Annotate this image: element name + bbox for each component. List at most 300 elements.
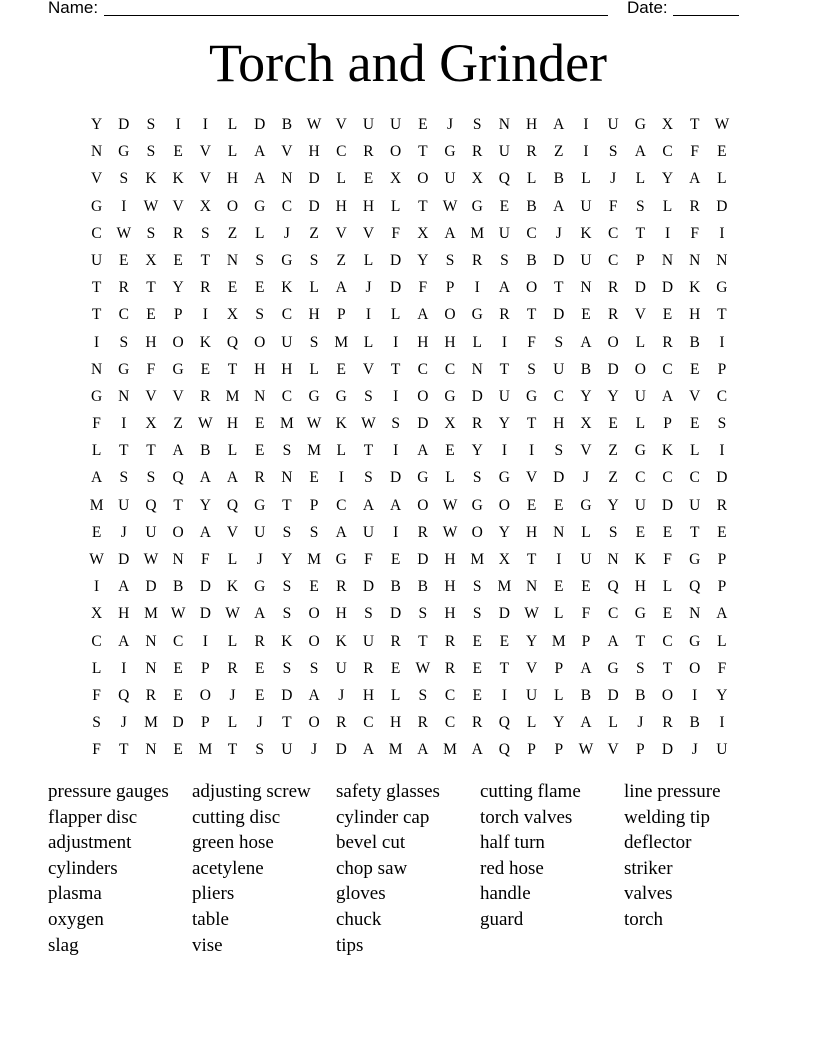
- word-bank-item: table: [192, 908, 229, 930]
- grid-row: [83, 165, 736, 192]
- grid-letter: S: [309, 523, 319, 541]
- grid-letter: H: [444, 333, 456, 351]
- grid-letter: G: [607, 659, 619, 677]
- grid-letter: Y: [199, 496, 211, 514]
- grid-letter: H: [118, 605, 130, 623]
- grid-letter: L: [390, 686, 401, 704]
- word-bank-item: welding tip: [624, 806, 711, 828]
- grid-letter: I: [529, 442, 535, 460]
- grid-letter: C: [662, 143, 673, 161]
- grid-letter: S: [418, 686, 428, 704]
- grid-row: [83, 519, 736, 546]
- grid-letter: C: [553, 387, 564, 405]
- grid-letter: E: [499, 197, 510, 215]
- grid-letter: J: [691, 741, 698, 759]
- grid-letter: E: [472, 686, 482, 704]
- grid-letter: T: [119, 442, 129, 460]
- grid-letter: X: [90, 605, 103, 623]
- grid-letter: K: [689, 279, 701, 297]
- word-bank-item: acetylene: [192, 857, 264, 879]
- grid-letter: O: [308, 632, 320, 650]
- grid-letter: O: [607, 333, 619, 351]
- grid-letter: S: [717, 415, 727, 433]
- grid-letter: U: [716, 741, 728, 759]
- grid-letter: Y: [417, 251, 429, 269]
- grid-letter: A: [362, 741, 375, 759]
- grid-letter: D: [118, 116, 130, 133]
- grid-letter: U: [390, 116, 402, 133]
- grid-letter: P: [201, 714, 210, 732]
- grid-letter: M: [144, 714, 158, 732]
- grid-letter: S: [309, 251, 319, 269]
- grid-letter: N: [661, 251, 674, 269]
- grid-letter: M: [497, 578, 512, 596]
- grid-letter: S: [92, 714, 101, 732]
- grid-letter: J: [447, 116, 454, 133]
- grid-letter: Y: [607, 496, 619, 514]
- grid-letter: B: [526, 251, 537, 269]
- grid-letter: K: [281, 279, 293, 297]
- grid-letter: V: [607, 741, 619, 759]
- grid-letter: U: [525, 686, 538, 704]
- grid-letter: R: [417, 523, 429, 541]
- grid-row: [83, 600, 736, 627]
- grid-row: [83, 193, 736, 220]
- grid-letter: S: [282, 523, 292, 541]
- grid-letter: O: [226, 197, 239, 215]
- grid-letter: I: [719, 714, 725, 732]
- grid-letter: N: [90, 360, 103, 378]
- grid-letter: Y: [580, 387, 592, 405]
- grid-letter: W: [143, 197, 159, 215]
- grid-letter: B: [200, 442, 211, 460]
- grid-letter: C: [607, 251, 619, 269]
- grid-letter: W: [415, 659, 431, 677]
- word-bank-item: handle: [480, 883, 531, 905]
- grid-letter: L: [635, 415, 646, 433]
- grid-letter: L: [554, 605, 564, 623]
- grid-letter: F: [581, 605, 591, 623]
- grid-letter: L: [717, 170, 727, 188]
- grid-letter: T: [662, 659, 673, 677]
- grid-letter: A: [634, 143, 646, 161]
- grid-letter: L: [608, 714, 618, 732]
- grid-letter: D: [553, 469, 565, 487]
- grid-letter: P: [636, 251, 645, 269]
- grid-letter: C: [662, 360, 673, 378]
- grid-row: [83, 220, 736, 247]
- grid-letter: J: [283, 224, 290, 242]
- grid-row: [83, 437, 736, 464]
- grid-row: [83, 573, 736, 600]
- grid-letter: O: [417, 170, 429, 188]
- grid-letter: V: [362, 224, 375, 242]
- grid-letter: D: [716, 469, 728, 487]
- grid-letter: K: [281, 632, 293, 650]
- grid-letter: X: [471, 170, 483, 188]
- grid-letter: C: [444, 360, 456, 378]
- grid-letter: Y: [716, 686, 728, 704]
- grid-letter: S: [282, 605, 292, 623]
- grid-letter: R: [118, 279, 129, 297]
- grid-letter: E: [173, 741, 183, 759]
- grid-letter: Q: [145, 496, 157, 514]
- grid-letter: K: [580, 224, 592, 242]
- grid-letter: E: [254, 659, 265, 677]
- grid-letter: X: [145, 415, 157, 433]
- grid-letter: K: [634, 551, 646, 568]
- grid-row: [83, 709, 736, 736]
- grid-letter: H: [254, 360, 266, 378]
- grid-letter: G: [335, 387, 347, 405]
- name-label: Name:: [48, 0, 99, 17]
- grid-letter: L: [336, 170, 347, 188]
- grid-row: [83, 410, 736, 437]
- grid-letter: M: [89, 496, 104, 514]
- grid-letter: T: [227, 360, 238, 378]
- grid-letter: G: [90, 197, 103, 215]
- grid-letter: L: [635, 170, 646, 188]
- grid-letter: U: [254, 523, 266, 541]
- grid-letter: U: [362, 523, 375, 541]
- grid-letter: Y: [498, 523, 510, 541]
- grid-letter: F: [92, 686, 101, 704]
- grid-letter: T: [282, 714, 292, 732]
- grid-letter: O: [661, 686, 674, 704]
- grid-letter: I: [121, 659, 127, 677]
- grid-letter: J: [229, 686, 236, 704]
- grid-letter: D: [308, 197, 320, 215]
- grid-letter: X: [226, 306, 239, 324]
- grid-letter: A: [553, 197, 565, 215]
- grid-letter: I: [94, 333, 100, 351]
- grid-letter: A: [118, 578, 130, 596]
- grid-letter: E: [227, 279, 238, 297]
- grid-letter: K: [335, 415, 347, 433]
- grid-letter: H: [226, 415, 239, 433]
- grid-letter: E: [581, 578, 591, 596]
- grid-letter: E: [309, 469, 319, 487]
- grid-letter: D: [634, 279, 646, 297]
- grid-letter: S: [255, 306, 265, 324]
- grid-letter: G: [254, 197, 266, 215]
- grid-letter: A: [444, 224, 456, 242]
- grid-letter: U: [335, 659, 347, 677]
- grid-letter: N: [607, 551, 619, 568]
- grid-letter: I: [692, 686, 698, 704]
- word-bank-column: [192, 779, 311, 958]
- grid-letter: U: [362, 116, 375, 133]
- word-bank-column: [624, 779, 721, 933]
- grid-letter: E: [390, 659, 401, 677]
- grid-letter: I: [664, 224, 671, 242]
- grid-letter: U: [634, 387, 646, 405]
- grid-letter: M: [280, 415, 294, 433]
- grid-letter: H: [281, 360, 293, 378]
- grid-letter: S: [472, 469, 482, 487]
- grid-letter: K: [199, 333, 211, 351]
- grid-letter: P: [636, 741, 645, 759]
- grid-letter: T: [418, 197, 428, 215]
- grid-letter: R: [444, 659, 456, 677]
- grid-letter: S: [119, 469, 129, 487]
- word-bank-item: cutting flame: [480, 781, 581, 802]
- grid-letter: C: [607, 224, 619, 242]
- word-bank-item: half turn: [480, 832, 545, 854]
- grid-letter: R: [336, 578, 347, 596]
- grid-letter: I: [121, 415, 127, 433]
- grid-letter: G: [90, 387, 103, 405]
- grid-letter: R: [254, 469, 265, 487]
- grid-letter: A: [580, 333, 592, 351]
- grid-letter: Z: [173, 415, 183, 433]
- grid-letter: I: [474, 279, 480, 297]
- grid-letter: T: [526, 306, 537, 324]
- grid-letter: L: [390, 197, 401, 215]
- grid-row: [83, 138, 736, 165]
- grid-letter: H: [308, 306, 320, 324]
- grid-letter: Y: [172, 279, 184, 297]
- grid-letter: S: [119, 170, 129, 188]
- grid-letter: S: [201, 224, 210, 242]
- grid-letter: Y: [281, 551, 293, 568]
- grid-row: [83, 301, 736, 328]
- grid-letter: T: [526, 551, 537, 568]
- grid-letter: L: [581, 170, 591, 188]
- grid-letter: U: [607, 116, 619, 133]
- grid-letter: K: [226, 578, 239, 596]
- grid-letter: J: [256, 714, 263, 732]
- word-bank-item: line pressure: [624, 781, 721, 802]
- grid-letter: N: [118, 387, 130, 405]
- grid-letter: A: [362, 496, 375, 514]
- grid-letter: A: [471, 741, 483, 759]
- grid-letter: R: [607, 306, 619, 324]
- grid-letter: H: [444, 578, 456, 596]
- grid-letter: R: [499, 306, 510, 324]
- grid-letter: Z: [336, 251, 347, 269]
- grid-letter: A: [254, 143, 266, 161]
- grid-letter: H: [335, 197, 347, 215]
- grid-letter: R: [526, 143, 537, 161]
- grid-letter: I: [393, 523, 399, 541]
- grid-letter: C: [444, 714, 456, 732]
- grid-letter: R: [472, 415, 483, 433]
- grid-letter: S: [364, 469, 373, 487]
- grid-letter: O: [634, 360, 646, 378]
- grid-letter: H: [525, 116, 538, 133]
- grid-letter: U: [498, 224, 510, 242]
- grid-letter: A: [661, 387, 674, 405]
- grid-letter: Q: [498, 170, 510, 188]
- grid-letter: F: [92, 415, 101, 433]
- grid-letter: V: [525, 469, 538, 487]
- grid-letter: R: [662, 714, 673, 732]
- grid-letter: G: [580, 496, 592, 514]
- grid-letter: P: [336, 306, 346, 324]
- grid-letter: Z: [608, 469, 618, 487]
- grid-letter: N: [281, 469, 293, 487]
- grid-letter: A: [254, 170, 266, 188]
- grid-letter: U: [498, 143, 510, 161]
- grid-letter: I: [719, 333, 725, 351]
- grid-letter: C: [91, 224, 102, 242]
- word-bank-item: cylinders: [48, 857, 118, 879]
- word-bank-item: adjustment: [48, 832, 132, 854]
- grid-letter: W: [442, 496, 458, 514]
- grid-letter: F: [418, 279, 428, 297]
- grid-letter: R: [472, 143, 483, 161]
- grid-letter: T: [200, 251, 211, 269]
- grid-letter: T: [91, 306, 102, 324]
- word-bank-item: flapper disc: [48, 806, 138, 828]
- word-bank-item: vise: [192, 934, 223, 956]
- grid-letter: J: [610, 170, 617, 188]
- grid-letter: E: [200, 360, 211, 378]
- word-bank-item: torch valves: [480, 806, 573, 828]
- word-bank-item: red hose: [480, 857, 544, 879]
- grid-letter: P: [173, 306, 183, 324]
- grid-letter: D: [145, 578, 157, 596]
- grid-letter: N: [553, 523, 565, 541]
- grid-letter: D: [390, 469, 402, 487]
- grid-letter: I: [202, 116, 208, 133]
- grid-letter: T: [689, 116, 700, 133]
- grid-letter: D: [471, 387, 483, 405]
- grid-letter: S: [282, 578, 292, 596]
- grid-letter: D: [390, 279, 402, 297]
- grid-letter: V: [199, 170, 211, 188]
- grid-letter: F: [527, 333, 536, 351]
- grid-letter: V: [226, 523, 239, 541]
- grid-letter: J: [582, 469, 589, 487]
- grid-letter: G: [444, 387, 456, 405]
- grid-letter: L: [91, 659, 102, 677]
- grid-letter: I: [583, 116, 589, 133]
- grid-letter: Q: [118, 686, 130, 704]
- grid-letter: I: [175, 116, 181, 133]
- grid-letter: O: [172, 523, 184, 541]
- grid-letter: I: [501, 333, 507, 351]
- grid-letter: G: [254, 578, 266, 596]
- grid-letter: P: [554, 659, 564, 677]
- grid-letter: S: [146, 116, 156, 133]
- grid-letter: N: [525, 578, 538, 596]
- grid-letter: R: [227, 659, 238, 677]
- grid-letter: N: [281, 170, 293, 188]
- grid-letter: P: [581, 632, 591, 650]
- grid-letter: E: [689, 415, 700, 433]
- grid-letter: F: [690, 143, 700, 161]
- grid-letter: R: [363, 143, 374, 161]
- grid-row: [83, 247, 736, 274]
- grid-letter: T: [119, 741, 129, 759]
- word-bank-item: guard: [480, 908, 524, 930]
- grid-letter: L: [445, 469, 455, 487]
- grid-letter: F: [717, 659, 727, 677]
- grid-letter: S: [608, 143, 618, 161]
- grid-letter: R: [689, 197, 700, 215]
- grid-letter: B: [390, 578, 401, 596]
- grid-letter: K: [661, 442, 674, 460]
- grid-letter: I: [202, 306, 208, 324]
- grid-letter: T: [499, 659, 510, 677]
- grid-letter: D: [199, 578, 211, 596]
- grid-letter: D: [362, 578, 375, 596]
- grid-letter: Q: [498, 741, 510, 759]
- grid-letter: E: [554, 578, 564, 596]
- grid-letter: P: [554, 741, 564, 759]
- grid-row: [83, 492, 736, 519]
- grid-letter: P: [663, 415, 672, 433]
- header: [0, 0, 816, 20]
- grid-letter: B: [580, 360, 592, 378]
- grid-letter: X: [444, 415, 456, 433]
- grid-letter: U: [90, 251, 103, 269]
- grid-letter: Y: [607, 387, 619, 405]
- word-bank-item: tips: [336, 934, 364, 956]
- grid-letter: G: [118, 360, 130, 378]
- grid-letter: I: [121, 197, 127, 215]
- grid-letter: E: [254, 415, 265, 433]
- grid-letter: L: [227, 143, 238, 161]
- grid-letter: T: [173, 496, 183, 514]
- grid-letter: U: [580, 551, 592, 568]
- grid-letter: I: [556, 551, 562, 568]
- grid-letter: T: [91, 279, 102, 297]
- grid-letter: K: [172, 170, 184, 188]
- grid-letter: G: [172, 360, 184, 378]
- grid-letter: G: [471, 197, 483, 215]
- grid-letter: G: [525, 387, 538, 405]
- grid-letter: T: [363, 442, 374, 460]
- grid-letter: G: [471, 306, 483, 324]
- grid-letter: S: [527, 360, 536, 378]
- grid-letter: T: [499, 360, 510, 378]
- grid-letter: C: [281, 387, 293, 405]
- grid-letter: B: [172, 578, 184, 596]
- grid-letter: Z: [309, 224, 319, 242]
- grid-letter: C: [363, 714, 374, 732]
- grid-letter: V: [281, 143, 293, 161]
- grid-letter: N: [471, 360, 483, 378]
- grid-letter: L: [554, 686, 564, 704]
- grid-letter: L: [363, 251, 374, 269]
- grid-letter: N: [90, 143, 103, 161]
- grid-letter: I: [393, 442, 399, 460]
- puzzle-title: Torch and Grinder: [208, 33, 608, 93]
- grid-letter: N: [145, 659, 157, 677]
- grid-letter: A: [199, 523, 211, 541]
- grid-letter: H: [689, 306, 701, 324]
- word-bank-item: deflector: [624, 832, 692, 854]
- grid-letter: G: [417, 469, 429, 487]
- grid-letter: D: [254, 116, 266, 133]
- grid-letter: D: [199, 605, 211, 623]
- grid-letter: J: [365, 279, 372, 297]
- grid-letter: H: [308, 143, 320, 161]
- grid-letter: G: [498, 469, 510, 487]
- grid-letter: V: [689, 387, 701, 405]
- grid-letter: S: [146, 224, 156, 242]
- grid-letter: I: [94, 578, 100, 596]
- grid-letter: B: [553, 170, 564, 188]
- grid-letter: E: [635, 523, 646, 541]
- grid-letter: C: [662, 632, 673, 650]
- grid-letter: L: [227, 116, 238, 133]
- grid-letter: V: [362, 360, 375, 378]
- grid-letter: E: [173, 143, 183, 161]
